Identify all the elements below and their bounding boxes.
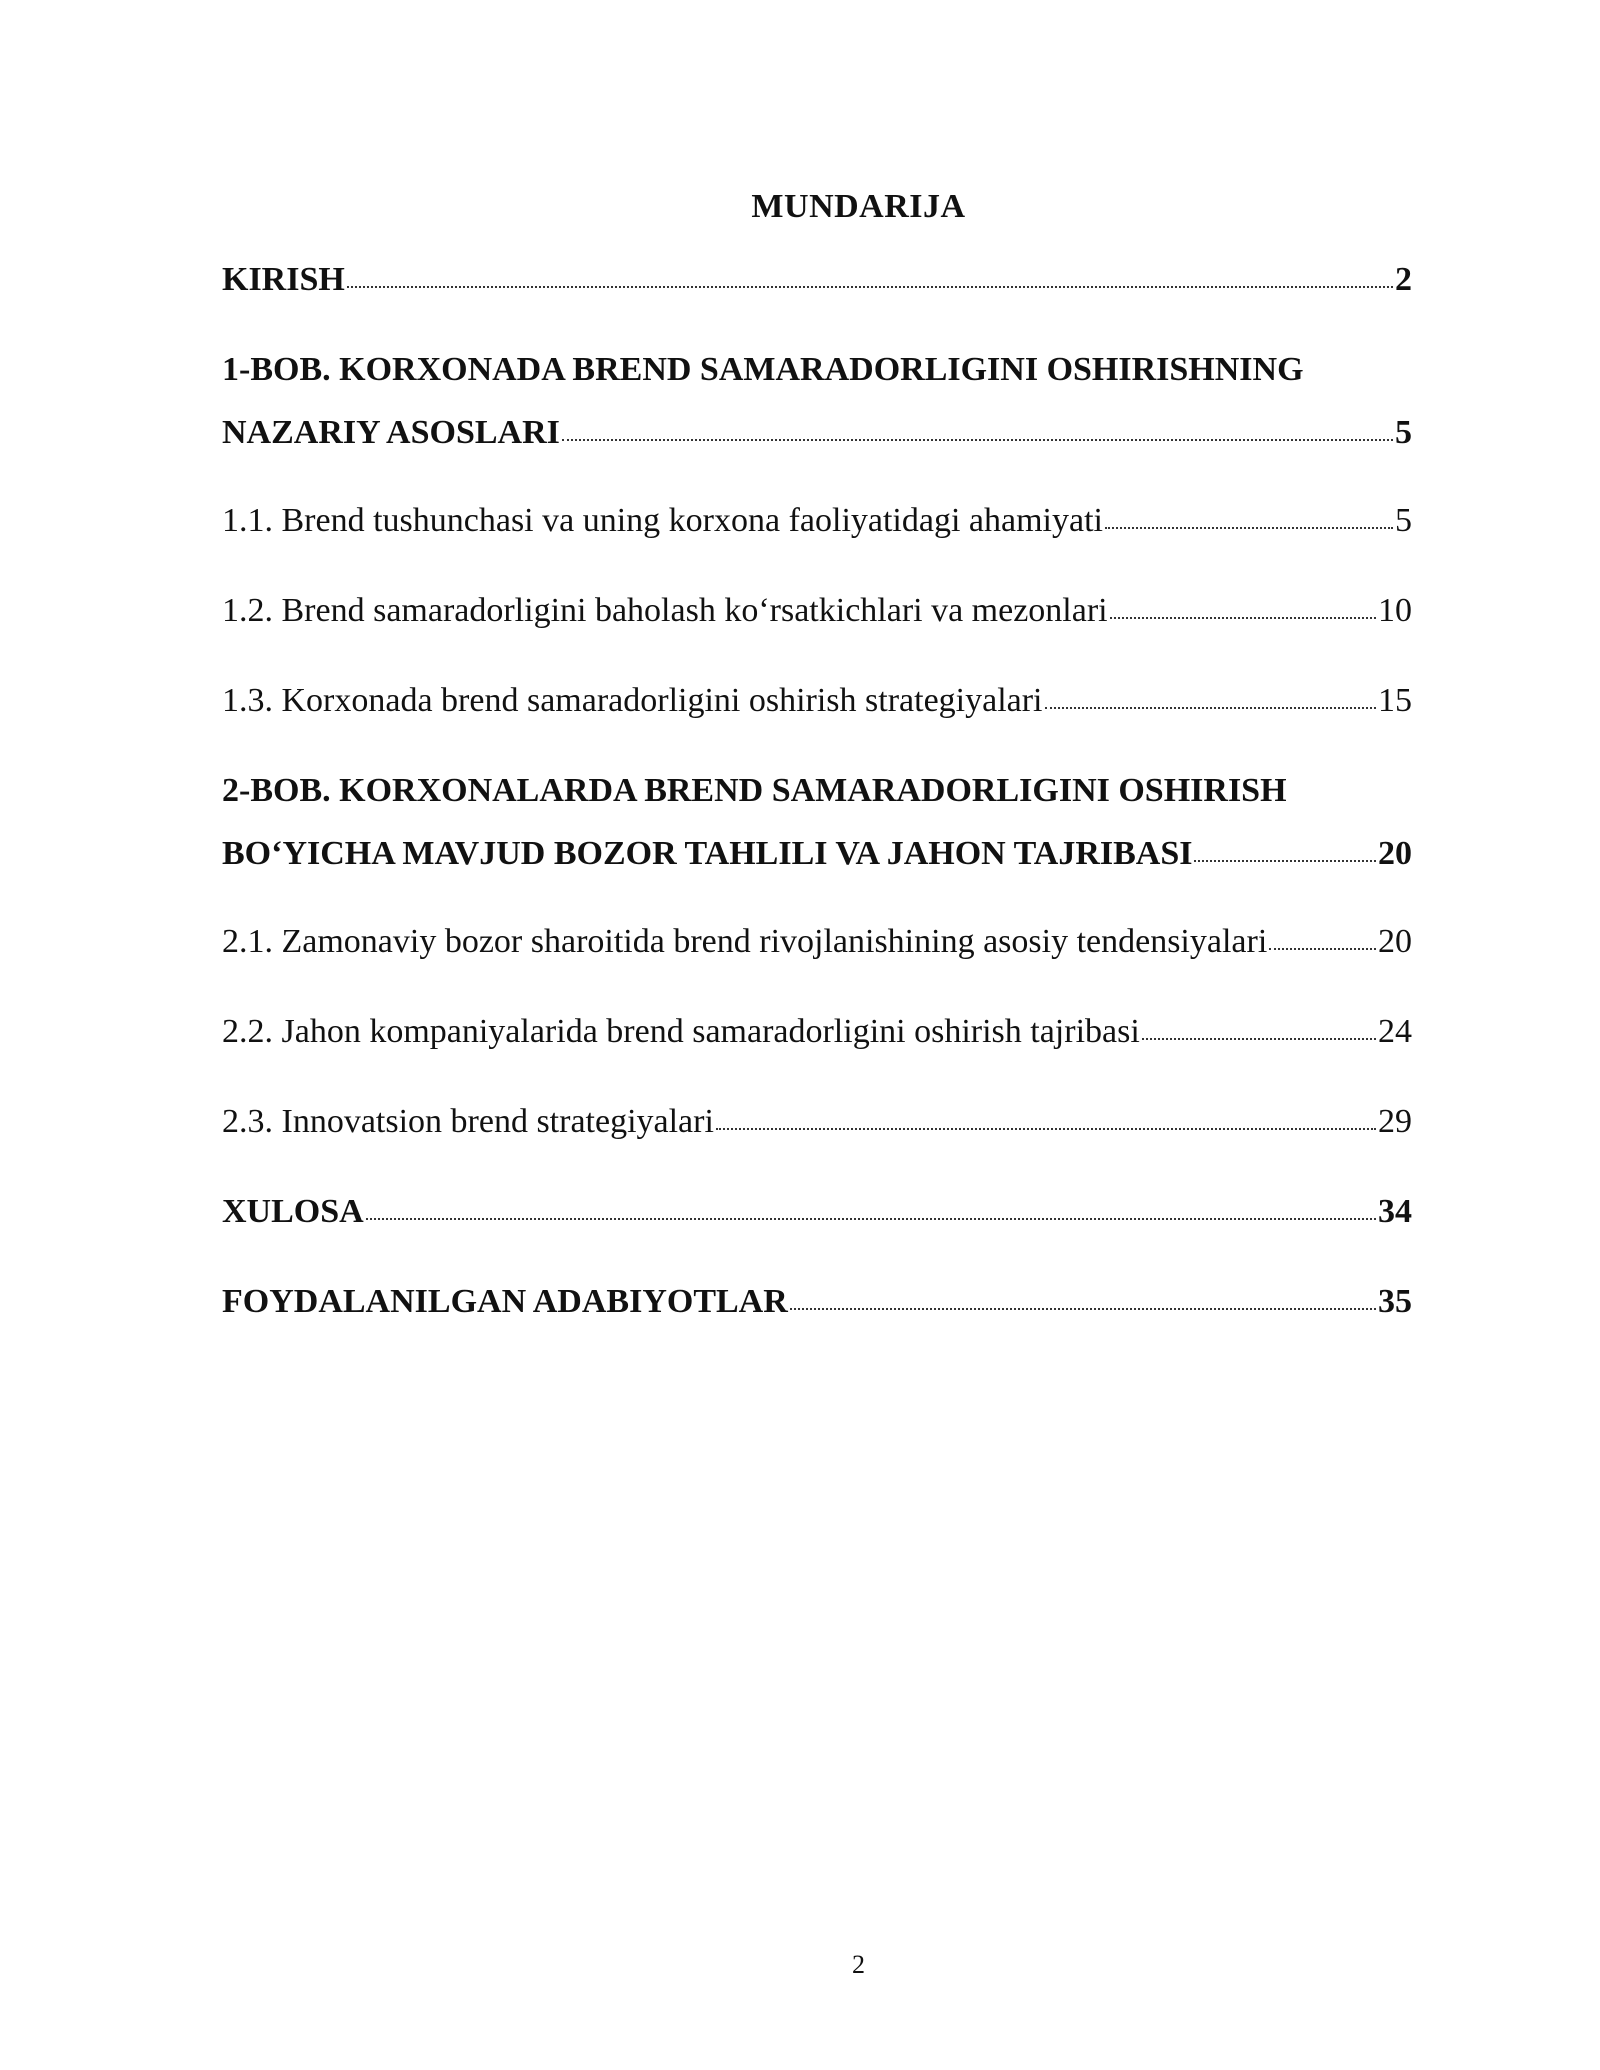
toc-entry-chapter-2-line2 <box>222 834 1412 874</box>
toc-entry-label: 1.3. Korxonada brend samaradorligini oshirish strategiyalari <box>222 682 1043 719</box>
dot-leader <box>1269 948 1376 950</box>
toc-entry-page: 15 <box>1378 682 1412 719</box>
toc-entry-page: 10 <box>1378 592 1412 629</box>
toc-entry-label-line2: NAZARIY ASOSLARI <box>222 414 560 451</box>
dot-leader <box>1110 617 1376 619</box>
page-title: MUNDARIJA <box>751 188 966 225</box>
toc-entry-page: 29 <box>1378 1103 1412 1140</box>
toc-entry-adabiyotlar[interactable] <box>222 1282 1412 1322</box>
toc-entry-xulosa[interactable] <box>222 1192 1412 1232</box>
toc-entry-label: 2.3. Innovatsion brend strategiyalari <box>222 1103 714 1140</box>
toc-entry-section-1-3[interactable] <box>222 681 1412 721</box>
toc-entry-page: 5 <box>1395 414 1412 451</box>
dot-leader <box>790 1308 1376 1310</box>
toc-entry-section-1-2[interactable] <box>222 591 1412 631</box>
toc-entry-page: 2 <box>1395 261 1412 298</box>
dot-leader <box>562 439 1393 441</box>
toc-entry-label: FOYDALANILGAN ADABIYOTLAR <box>222 1283 788 1320</box>
toc-entry-page: 34 <box>1378 1193 1412 1230</box>
page-number-footer: 2 <box>852 1950 865 1979</box>
toc-entry-label-line2: BO‘YICHA MAVJUD BOZOR TAHLILI VA JAHON TAJRIBASI <box>222 835 1193 872</box>
toc-entry-page: 35 <box>1378 1283 1412 1320</box>
dot-leader <box>1045 707 1377 709</box>
toc-entry-label: 1.2. Brend samaradorligini baholash ko‘rsatkichlari va mezonlari <box>222 592 1108 629</box>
toc-entry-kirish[interactable] <box>222 260 1412 300</box>
toc-entry-label: 1.1. Brend tushunchasi va uning korxona faoliyatidagi ahamiyati <box>222 502 1103 539</box>
toc-entry-section-2-1[interactable] <box>222 922 1412 962</box>
toc-entry-page: 24 <box>1378 1013 1412 1050</box>
dot-leader <box>347 286 1393 288</box>
dot-leader <box>716 1128 1376 1130</box>
toc-entry-label: XULOSA <box>222 1193 364 1230</box>
toc-entry-chapter-1[interactable] <box>222 350 1412 453</box>
toc-entry-label: KIRISH <box>222 261 345 298</box>
toc-entry-page: 5 <box>1395 502 1412 539</box>
toc-entry-page: 20 <box>1378 835 1412 872</box>
toc-entry-label-line1: 1-BOB. KORXONADA BREND SAMARADORLIGINI OSHIRISHNING <box>222 351 1304 388</box>
toc-entry-section-1-1[interactable] <box>222 501 1412 541</box>
dot-leader <box>1105 527 1393 529</box>
toc-entry-label: 2.2. Jahon kompaniyalarida brend samaradorligini oshirish tajribasi <box>222 1013 1140 1050</box>
dot-leader <box>366 1218 1376 1220</box>
table-of-contents <box>222 260 1412 1322</box>
toc-entry-section-2-2[interactable] <box>222 1012 1412 1052</box>
toc-entry-label-line1: 2-BOB. KORXONALARDA BREND SAMARADORLIGINI OSHIRISH <box>222 772 1287 809</box>
toc-entry-chapter-2[interactable] <box>222 771 1412 874</box>
toc-entry-section-2-3[interactable] <box>222 1102 1412 1142</box>
toc-entry-page: 20 <box>1378 923 1412 960</box>
toc-entry-label: 2.1. Zamonaviy bozor sharoitida brend rivojlanishining asosiy tendensiyalari <box>222 923 1268 960</box>
toc-entry-chapter-1-line2 <box>222 413 1412 453</box>
dot-leader <box>1142 1038 1376 1040</box>
dot-leader <box>1194 860 1376 862</box>
